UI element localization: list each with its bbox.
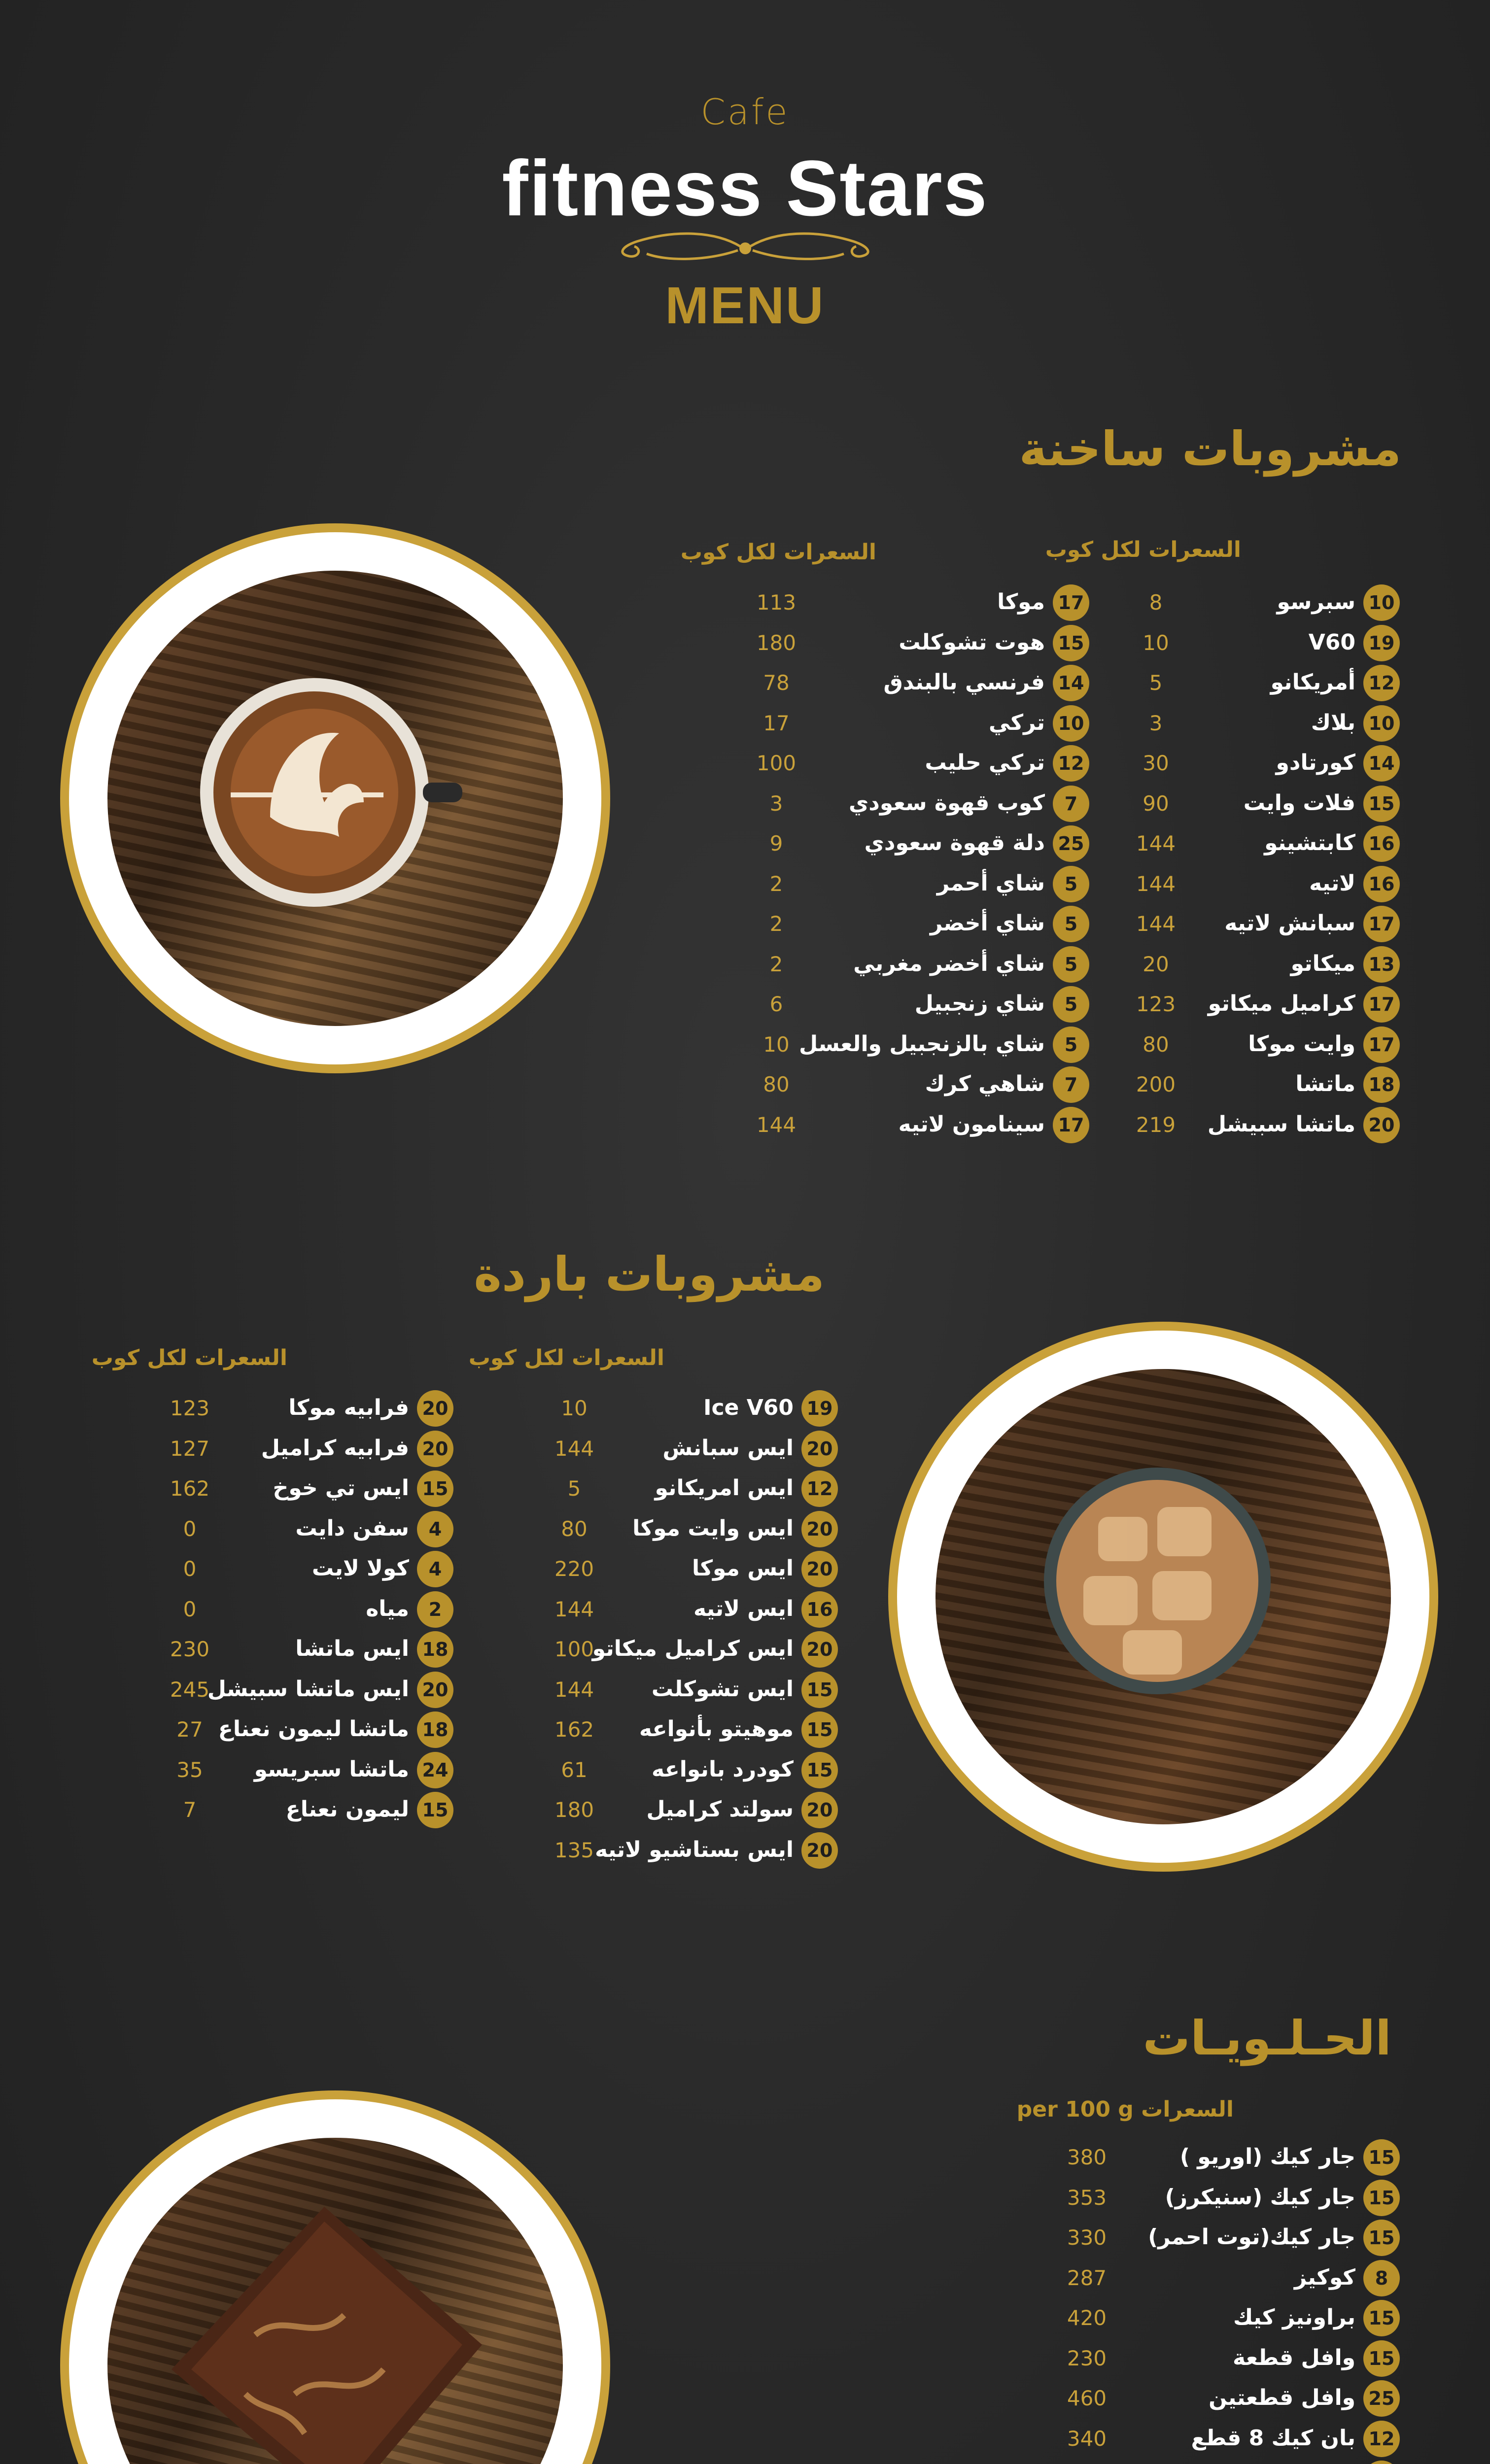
item-name: شاي بالزنجبيل والعسل [799,1031,1045,1057]
item-name: تركي حليب [925,750,1045,775]
menu-item [158,1593,453,1628]
gold-ornament-divider [0,227,1490,268]
calorie-value: 100 [554,1637,594,1661]
item-name: سينامون لاتيه [898,1111,1045,1137]
menu-item [744,827,1089,862]
calorie-value: 144 [554,1597,594,1621]
price-badge: 15 [1363,2340,1400,2377]
iced-coffee-icon [936,1369,1391,1824]
calorie-value: 10 [561,1396,588,1420]
price-badge: 14 [1363,745,1400,782]
item-name: ماتشا ليمون نعناع [218,1716,409,1742]
item-name: ايس سبانش [662,1435,794,1461]
calorie-value: 220 [554,1557,594,1581]
price-badge: 20 [417,1672,453,1708]
hot-left-list [744,586,1089,1137]
calorie-value: 80 [763,1072,790,1096]
item-name: سبرسو [1277,589,1355,615]
price-badge: 4 [417,1511,453,1547]
calorie-value: 230 [170,1637,210,1661]
price-badge: 4 [417,1551,453,1587]
menu-item [542,1674,838,1708]
menu-item [744,1109,1089,1143]
price-badge: 20 [801,1631,838,1668]
item-name: فرنسي بالبندق [883,670,1045,695]
calorie-value: 460 [1067,2386,1107,2410]
price-badge: 18 [1363,1066,1400,1103]
menu-item [542,1553,838,1587]
price-badge: 16 [1363,866,1400,902]
item-name: ماتشا [1295,1071,1355,1096]
menu-item [744,948,1089,983]
item-name: لاتيه [1309,870,1355,896]
item-name: موهيتو بأنواعه [639,1716,794,1742]
item-name: ايس كراميل ميكاتو [592,1636,794,1661]
brownie-icon [107,2138,563,2464]
price-badge: 10 [1363,584,1400,621]
calorie-value: 2 [769,952,783,976]
item-name: سبانش لاتيه [1224,911,1355,936]
cold-drinks-title: مشروبات باردة [474,1247,825,1302]
item-name: وايت موكا [1248,1031,1355,1057]
price-badge: 20 [1363,1107,1400,1143]
item-name: دلة قهوة سعودي [864,830,1045,856]
calorie-value: 100 [756,751,797,775]
price-badge: 7 [1053,786,1089,822]
menu-item [1124,868,1400,902]
price-badge: 5 [1053,1027,1089,1063]
calorie-value: 7 [183,1798,197,1822]
calorie-value: 353 [1067,2185,1107,2210]
calorie-value: 17 [763,711,790,735]
menu-item [1055,2423,1400,2457]
hot-drinks-title: مشروبات ساخنة [1019,421,1401,477]
menu-item [158,1713,453,1748]
menu-item [1055,2302,1400,2336]
calorie-value: 80 [561,1516,588,1541]
menu-item [744,1028,1089,1063]
menu-item [1124,707,1400,742]
calorie-value: 78 [763,671,790,695]
calorie-value: 144 [554,1436,594,1461]
calorie-value: 61 [561,1757,588,1782]
item-name: فرابيه موكا [288,1395,409,1420]
price-badge: 13 [1363,946,1400,983]
item-name: سولتد كراميل [646,1797,794,1822]
item-name: ايس امريكانو [655,1475,794,1501]
item-name: كورتادو [1276,750,1355,775]
menu-item [1124,627,1400,661]
item-name: فلات وايت [1243,790,1355,816]
menu-item [744,747,1089,782]
menu-item [1124,988,1400,1023]
item-name: Ice V60 [703,1395,794,1420]
calorie-value: 219 [1136,1112,1176,1137]
item-name: ماتشا سبريسو [254,1756,409,1782]
item-name: ايس تي خوخ [273,1475,409,1501]
item-name: ايس ماتشا [295,1636,409,1661]
calorie-value: 340 [1067,2426,1107,2451]
item-name: بان كيك 8 قطع [1191,2425,1355,2451]
item-name: ميكاتو [1290,951,1355,976]
calorie-value: 144 [756,1112,797,1137]
calorie-value: 10 [763,1032,790,1057]
menu-item [1124,948,1400,983]
menu-item [542,1392,838,1427]
menu-item [744,667,1089,701]
item-name: كابتشينو [1264,830,1355,856]
price-badge: 17 [1363,1027,1400,1063]
item-name: جار كيك (اوريو ) [1179,2144,1355,2169]
item-name: مياه [366,1596,409,1621]
calorie-value: 30 [1143,751,1169,775]
menu-item [1124,1109,1400,1143]
item-name: ماتشا سبيشل [1207,1111,1355,1137]
menu-item [744,868,1089,902]
item-name: كودرد بانواعه [652,1756,794,1782]
price-badge: 10 [1363,705,1400,742]
price-badge: 16 [801,1591,838,1628]
item-name: شاي أخضر مغربي [853,951,1045,976]
menu-item [542,1593,838,1628]
price-badge: 25 [1053,825,1089,862]
calorie-value: 144 [554,1677,594,1702]
menu-item [1124,747,1400,782]
calorie-value: 6 [769,992,783,1016]
iced-latte-photo [897,1331,1429,1863]
menu-item [744,988,1089,1023]
price-badge: 5 [1053,906,1089,942]
price-badge: 20 [801,1551,838,1587]
price-badge: 7 [1053,1066,1089,1103]
calorie-value: 5 [567,1476,581,1501]
ornament-icon [607,227,883,266]
price-badge: 12 [801,1471,838,1507]
menu-item [542,1433,838,1467]
calorie-value: 0 [183,1557,197,1581]
item-name: هوت تشوكلت [899,629,1045,655]
price-badge: 10 [1053,705,1089,742]
menu-item [1055,2342,1400,2377]
calorie-value: 144 [1136,912,1176,936]
menu-item [542,1633,838,1668]
item-name: براونيز كيك [1233,2305,1355,2330]
price-badge: 5 [1053,946,1089,983]
menu-item [744,787,1089,822]
cold-right-col-head: السعرات لكل كوب [468,1345,664,1370]
item-name: ايس وايت موكا [632,1515,794,1541]
calorie-value: 8 [1149,590,1163,615]
brand-title: fitness Stars [502,144,988,232]
price-badge: 20 [801,1431,838,1467]
menu-item [542,1472,838,1507]
price-badge: 15 [417,1471,453,1507]
calorie-value: 2 [769,871,783,896]
calorie-value: 135 [554,1838,594,1862]
item-name: سفن دايت [295,1515,409,1541]
calorie-value: 180 [756,630,797,655]
calorie-value: 3 [769,791,783,816]
price-badge: 19 [1363,625,1400,661]
price-badge: 15 [801,1752,838,1788]
price-badge: 14 [1053,665,1089,701]
price-badge: 15 [1363,2180,1400,2216]
price-badge: 5 [1053,986,1089,1023]
calorie-value: 35 [176,1757,203,1782]
sweets-title: الحـلـويـات [1143,2011,1391,2066]
menu-item [1124,908,1400,942]
price-badge: 19 [801,1390,838,1427]
menu-item [1124,586,1400,621]
menu-item [542,1834,838,1869]
item-name: شاي زنجبيل [914,991,1045,1016]
price-badge: 15 [1363,2300,1400,2336]
calorie-value: 0 [183,1597,197,1621]
menu-item [744,586,1089,621]
latte-art-photo [69,532,601,1064]
price-badge: 5 [1053,866,1089,902]
calorie-value: 0 [183,1516,197,1541]
price-badge: 18 [417,1711,453,1748]
price-badge: 12 [1363,2421,1400,2457]
price-badge: 25 [1363,2380,1400,2417]
item-name: كولا لايت [312,1556,409,1581]
menu-item [744,707,1089,742]
calorie-value: 162 [170,1476,210,1501]
price-badge: 20 [417,1431,453,1467]
menu-item [1124,1028,1400,1063]
price-badge: 15 [1053,625,1089,661]
cold-right-list [542,1392,838,1875]
menu-item [158,1674,453,1708]
calorie-value: 3 [1149,711,1163,735]
price-badge: 15 [1363,2220,1400,2256]
price-badge: 15 [1363,786,1400,822]
price-badge: 2 [417,1591,453,1628]
calorie-value: 287 [1067,2265,1107,2290]
item-name: أمريكانو [1270,670,1355,695]
price-badge: 12 [1363,665,1400,701]
calorie-value: 144 [1136,871,1176,896]
coffee-cup-icon [107,571,563,1026]
price-badge: 12 [1053,745,1089,782]
menu-item [158,1513,453,1547]
calorie-value: 180 [554,1798,594,1822]
menu-item [1055,2262,1400,2296]
price-badge: 15 [1363,2139,1400,2176]
price-badge: 20 [801,1792,838,1828]
price-badge: 20 [801,1832,838,1869]
calorie-value: 162 [554,1717,594,1742]
menu-item [1124,1068,1400,1103]
menu-item [744,1068,1089,1103]
price-badge: 17 [1053,1107,1089,1143]
calorie-value: 2 [769,912,783,936]
item-name: ليمون نعناع [285,1797,409,1822]
hot-right-col-head: السعرات لكل كوب [1045,537,1241,562]
sweets-col-head: per 100 g السعرات [1016,2097,1234,2122]
calorie-value: 230 [1067,2346,1107,2370]
menu-item [542,1754,838,1788]
item-name: كوب قهوة سعودي [848,790,1045,816]
menu-item [744,908,1089,942]
calorie-value: 380 [1067,2145,1107,2169]
calorie-value: 20 [1143,952,1169,976]
item-name: وافل قطعتين [1209,2385,1355,2410]
item-name: وافل قطعة [1232,2345,1355,2370]
item-name: V60 [1308,629,1355,655]
price-badge: 18 [417,1631,453,1668]
item-name: ايس موكا [692,1556,794,1581]
item-name: شاي أحمر [936,870,1045,896]
sweets-list [1055,2141,1400,2464]
calorie-value: 5 [1149,671,1163,695]
item-name: تركي [989,710,1045,735]
price-badge: 15 [417,1792,453,1828]
menu-item [158,1392,453,1427]
calorie-value: 123 [1136,992,1176,1016]
menu-item [542,1713,838,1748]
calorie-value: 80 [1143,1032,1169,1057]
item-name: جار كيك (سنيكرز) [1165,2184,1355,2210]
item-name: ايس ماتشا سبيشل [207,1676,409,1702]
hot-right-list [1124,586,1400,1137]
menu-item [1124,667,1400,701]
menu-item [158,1553,453,1587]
price-badge: 17 [1053,584,1089,621]
calorie-value: 90 [1143,791,1169,816]
item-name: شاي أخضر [930,911,1045,936]
menu-item [744,627,1089,661]
price-badge: 20 [801,1511,838,1547]
item-name: موكا [997,589,1045,615]
item-name: بلاك [1311,710,1355,735]
menu-item [1055,2382,1400,2417]
item-name: ايس تشوكلت [651,1676,794,1702]
item-name: فرابيه كراميل [261,1435,409,1461]
price-badge: 17 [1363,986,1400,1023]
calorie-value: 27 [176,1717,203,1742]
price-badge: 16 [1363,825,1400,862]
cold-left-col-head: السعرات لكل كوب [91,1345,287,1370]
item-name: كوكيز [1294,2264,1355,2290]
calorie-value: 10 [1143,630,1169,655]
calorie-value: 245 [170,1677,210,1702]
price-badge: 15 [801,1711,838,1748]
calorie-value: 330 [1067,2225,1107,2250]
cafe-label: Cafe [700,91,790,133]
calorie-value: 420 [1067,2306,1107,2330]
price-badge: 20 [417,1390,453,1427]
item-name: جار كيك(توت احمر) [1148,2224,1355,2250]
item-name: ايس بستاشيو لاتيه [595,1837,794,1862]
menu-item [158,1633,453,1668]
brownie-photo [69,2099,601,2464]
price-badge: 17 [1363,906,1400,942]
calorie-value: 113 [756,590,797,615]
calorie-value: 9 [769,831,783,856]
price-badge [1363,2461,1400,2464]
item-name: ايس لاتيه [693,1596,794,1621]
menu-item [1124,827,1400,862]
menu-item [1124,787,1400,822]
menu-item [542,1513,838,1547]
calorie-value: 144 [1136,831,1176,856]
item-name: شاهي كرك [925,1071,1045,1096]
calorie-value: 127 [170,1436,210,1461]
menu-item [158,1794,453,1828]
menu-item [158,1433,453,1467]
menu-item [158,1754,453,1788]
item-name: كراميل ميكاتو [1208,991,1355,1016]
price-badge: 15 [801,1672,838,1708]
price-badge: 24 [417,1752,453,1788]
menu-item [542,1794,838,1828]
cold-left-list [158,1392,453,1836]
menu-item [1055,2222,1400,2256]
price-badge: 8 [1363,2260,1400,2296]
menu-item [158,1472,453,1507]
menu-item [1055,2182,1400,2216]
menu-item [1055,2141,1400,2176]
calorie-value: 200 [1136,1072,1176,1096]
hot-left-col-head: السعرات لكل كوب [680,540,876,565]
menu-heading: MENU [665,276,825,335]
calorie-value: 123 [170,1396,210,1420]
